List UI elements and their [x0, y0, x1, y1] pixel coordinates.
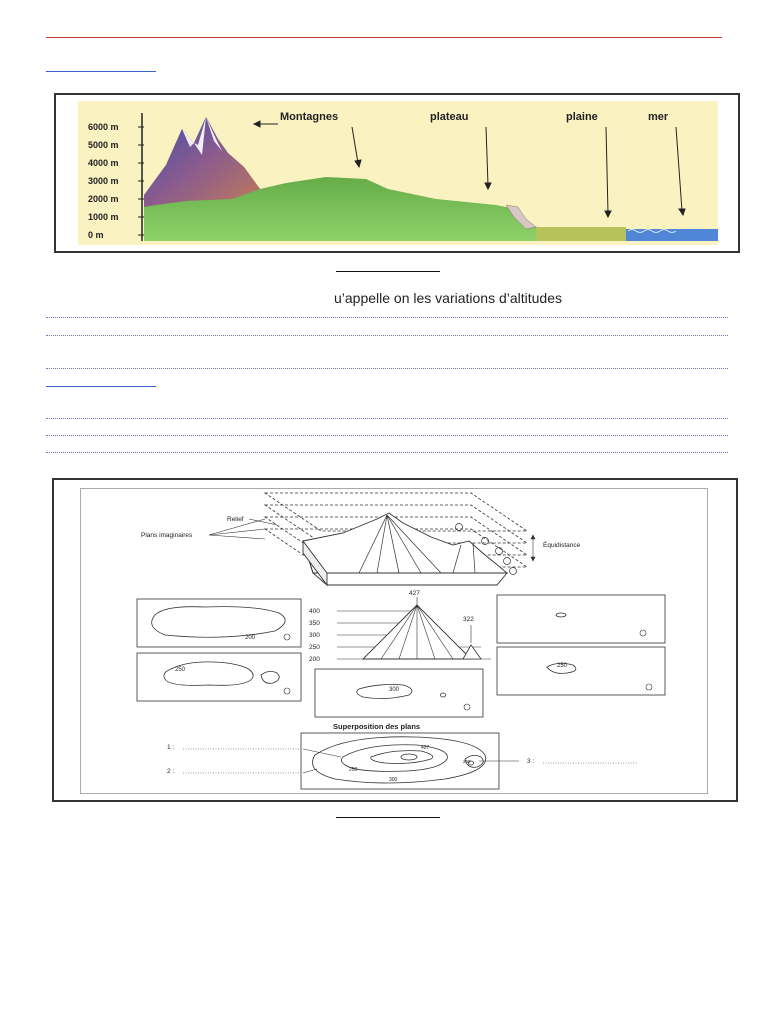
plan-label-250: 250 [175, 667, 186, 673]
contour-diagram-svg [81, 489, 707, 793]
scale-250: 250 [309, 644, 320, 651]
section-title-underline-1 [46, 71, 156, 72]
scale-300: 300 [309, 632, 320, 639]
label-plans: Plans imaginaires [141, 532, 193, 539]
relief-pointer [249, 519, 277, 525]
altitude-label-0: 0 m [88, 230, 104, 240]
question-text: u’appelle on les variations d’altitudes [333, 290, 563, 306]
plan-label-300: 300 [389, 687, 400, 693]
answer-line-1[interactable] [46, 317, 728, 318]
altitude-scale [309, 608, 320, 663]
scale-200: 200 [309, 656, 320, 663]
relief-profile-svg [56, 95, 738, 251]
superposition-250: 250 [349, 767, 358, 773]
figure-caption-underline-2 [336, 817, 440, 818]
answer-line-6[interactable] [46, 452, 728, 453]
answer-prefix-3: 3 : [527, 758, 535, 765]
equidistance-bracket [531, 535, 535, 561]
header-rule [46, 37, 722, 38]
superposition-300: 300 [389, 777, 398, 783]
plan-box-250 [137, 653, 301, 701]
label-superposition: Superposition des plans [333, 722, 421, 731]
answer-line-5[interactable] [46, 435, 728, 436]
label-plateau: plateau [430, 111, 469, 123]
altitude-label-6000: 6000 m [88, 122, 119, 132]
superposition-427: 427 [421, 745, 430, 751]
plan-label-200: 200 [245, 635, 256, 641]
peak-main-label: 427 [409, 590, 420, 597]
plan-label-350: 250 [557, 663, 568, 669]
relief-profile-figure [54, 93, 740, 253]
altitude-label-4000: 4000 m [88, 158, 119, 168]
superposition-250-b: 250 [463, 759, 471, 764]
peak-small-label: 322 [463, 616, 474, 623]
label-relief: Relief [227, 516, 244, 523]
answer-line-2[interactable] [46, 335, 728, 336]
altitude-label-5000: 5000 m [88, 140, 119, 150]
sea-area [626, 229, 718, 241]
question-text-row [0, 290, 768, 306]
scale-400: 400 [309, 608, 320, 615]
label-plaine: plaine [566, 111, 598, 123]
altitude-label-3000: 3000 m [88, 176, 119, 186]
figure-caption-underline-1 [336, 271, 440, 272]
altitude-label-1000: 1000 m [88, 212, 119, 222]
scale-350: 350 [309, 620, 320, 627]
plan-box-400 [497, 595, 665, 643]
answer-prefix-2: 2 : [167, 768, 175, 775]
label-mer: mer [648, 111, 669, 123]
answer-prefix-1: 1 : [167, 744, 175, 751]
altitude-label-2000: 2000 m [88, 194, 119, 204]
answer-line-3[interactable] [46, 368, 728, 369]
contour-diagram-inner [80, 488, 708, 794]
section-title-underline-2 [46, 386, 156, 387]
plan-box-350 [497, 647, 665, 695]
label-equidistance: Équidistance [543, 542, 581, 549]
relief-block-top [303, 513, 507, 573]
plain-area [536, 227, 626, 241]
answer-line-4[interactable] [46, 418, 728, 419]
contour-diagram-figure [52, 478, 738, 802]
label-montagnes: Montagnes [280, 111, 339, 123]
plan-box-300 [315, 669, 483, 717]
plan-box-200 [137, 599, 301, 647]
